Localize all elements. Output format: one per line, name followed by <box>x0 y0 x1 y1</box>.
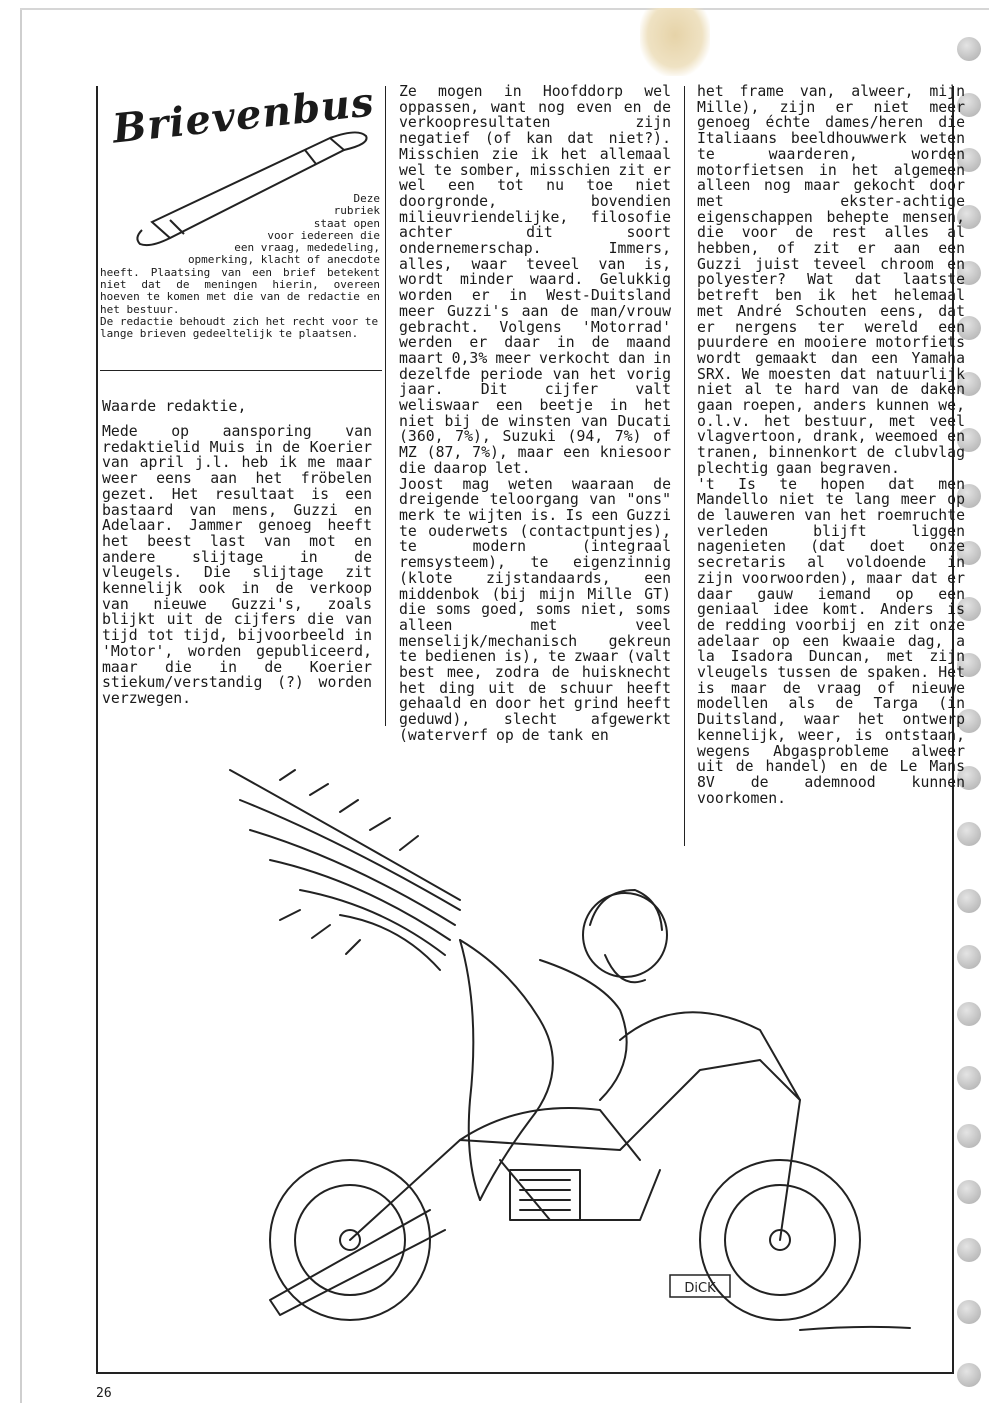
binder-hole <box>957 822 981 846</box>
signature-text: DiCK <box>684 1281 716 1296</box>
binder-hole <box>957 1002 981 1026</box>
intro-line: opmerking, klacht of anecdote <box>187 253 380 267</box>
binder-hole <box>957 1238 981 1262</box>
letter-column-3 <box>697 84 965 806</box>
binder-hole <box>957 1363 981 1387</box>
sheet-edge <box>20 8 22 1403</box>
page-number: 26 <box>96 1386 112 1401</box>
intro-line: een vraag, mededeling, <box>234 241 380 255</box>
binder-hole <box>957 1124 981 1148</box>
paragraph: Joost mag weten waaraan de dreigende teloorgang van "ons" merk te wijten is. Is een Guzzi te ouderwets (contactpuntjes), te modern (integraal remsysteem), te eigenzinnig (klote zijstandaards, een middenbok (bij mijn Mille GT) die soms goed, soms niet, soms alleen met veel menselijk/mechanisch gekreun te bedienen is), te zwaar (valt best mee, zodra de huisknecht het ding uit de schuur heeft gehaald en door het grind heeft geduwd), slecht afgewerkt (waterverf op de tank en <box>399 475 671 744</box>
intro-line: Deze <box>353 192 380 205</box>
column-divider <box>385 86 386 726</box>
intro-line: staat open <box>313 216 380 230</box>
paragraph: Mede op aansporing van redaktielid Muis in de Koerier van april j.l. heb ik me maar weer eens aan het fröbelen gezet. Het resultaat is een bastaard van mens, Guzzi en Adelaar. Jammer genoeg heeft het beest last van mot en andere slijtage in de vleugels. Die slijtage zit kennelijk ook in de verkoop van nieuwe Guzzi's, zoals blijkt uit de cijfers die van tijd tot tijd, bijvoorbeeld in 'Motor', worden gepubliceerd, maar die in de Koerier stiekum/verstandig (?) worden verzwegen. <box>102 423 372 707</box>
intro-line: voor iedereen die <box>267 228 380 242</box>
rubric-intro <box>100 193 380 341</box>
binder-hole <box>957 1180 981 1204</box>
paragraph: Ze mogen in Hoofddorp wel oppassen, want nog even en de verkoopresultaten zijn negatief (of kan dat niet?). Misschien zie ik het allemaal wel te somber, misschien zit er wel een tot nu toe niet doorgronde, bovendien milieuvriendelijke, filosofie achter dit soort ondernemerschap. Immers, alles, waar teveel van is, wordt minder waard. Gelukkig worden er in West-Duitsland meer Guzzi's aan de man/vrouw gebracht. Volgens 'Motorrad' werden er daar in de maand maart 0,3% meer verkocht dan in dezelfde periode van het vorig jaar. Dit cijfer valt weliswaar een beetje in het niet bij de winsten van Ducati (360, 7%), Suzuki (94, 7%) of MZ (87, 7%), maar een kniesoor die daarop let. <box>399 83 671 477</box>
binder-hole <box>957 1300 981 1324</box>
binder-hole <box>957 37 981 61</box>
letter-greeting: Waarde redaktie, <box>102 397 247 415</box>
column-divider <box>684 86 685 846</box>
letter-column-1 <box>102 424 372 707</box>
paragraph: 't Is te hopen dat men Mandello niet te lang meer op de lauweren van het roemruchte verleden blijft liggen nagenieten (dat doet onze secretaris al voldoende in zijn voorwoorden), maar dat er daar gauw iemand op een geniaal idee komt. Anders is de redding voorbij en zit onze adelaar op een kwaaie dag, a la Isadora Duncan, met zijn vleugels tussen de spaken. Het is maar de vraag of nieuwe modellen als de Targa (in Duitsland, waar het ontwerp kennelijk, weer, is ontstaan, wegens Abgasprobleme alweer uit de handel) en de Le Mans 8V de ademnood kunnen voorkomen. <box>697 475 965 807</box>
eagle-rider-motorcycle-illustration <box>100 740 940 1360</box>
intro-line: rubriek <box>333 204 380 218</box>
intro-body: heeft. Plaatsing van een brief betekent niet dat de meningen hierin, overeen hoeven te komen met die van de redactie en het bestuur. <box>100 265 380 316</box>
tape-stain <box>640 8 710 76</box>
binder-hole <box>957 889 981 913</box>
intro-rule <box>100 370 382 371</box>
binder-hole <box>957 945 981 969</box>
intro-note: De redactie behoudt zich het recht voor te lange brieven gedeeltelijk te plaatsen. <box>100 314 379 341</box>
letter-column-2 <box>399 84 671 744</box>
column-title: Brievenbus <box>110 78 377 153</box>
sheet-edge <box>20 8 989 10</box>
binder-hole <box>957 1066 981 1090</box>
paragraph: het frame van, alweer, mijn Mille), zijn er niet meer genoeg échte dames/heren die Italiaans beeldhouwwerk weten te waarderen, worden motorfietsen in het algemeen alleen nog maar gekocht door met ekster-achtige eigenschappen behepte mensen, die voor de rest alles al hebben, of zit er aan een Guzzi juist teveel chroom en polyester? Wat dat laatste betreft ben ik het helemaal met André Schouten eens, dat er nergens ter wereld een puurdere en mooiere motorfiets wordt gemaakt dan een Yamaha SRX. We moesten dat natuurlijk niet al te hard van de daken gaan roepen, anders kunnen we, o.l.v. het bestuur, met veel vlagvertoon, drank, weemoed en tranen, binnenkort de clubvlag plechtig gaan begraven. <box>697 83 965 477</box>
